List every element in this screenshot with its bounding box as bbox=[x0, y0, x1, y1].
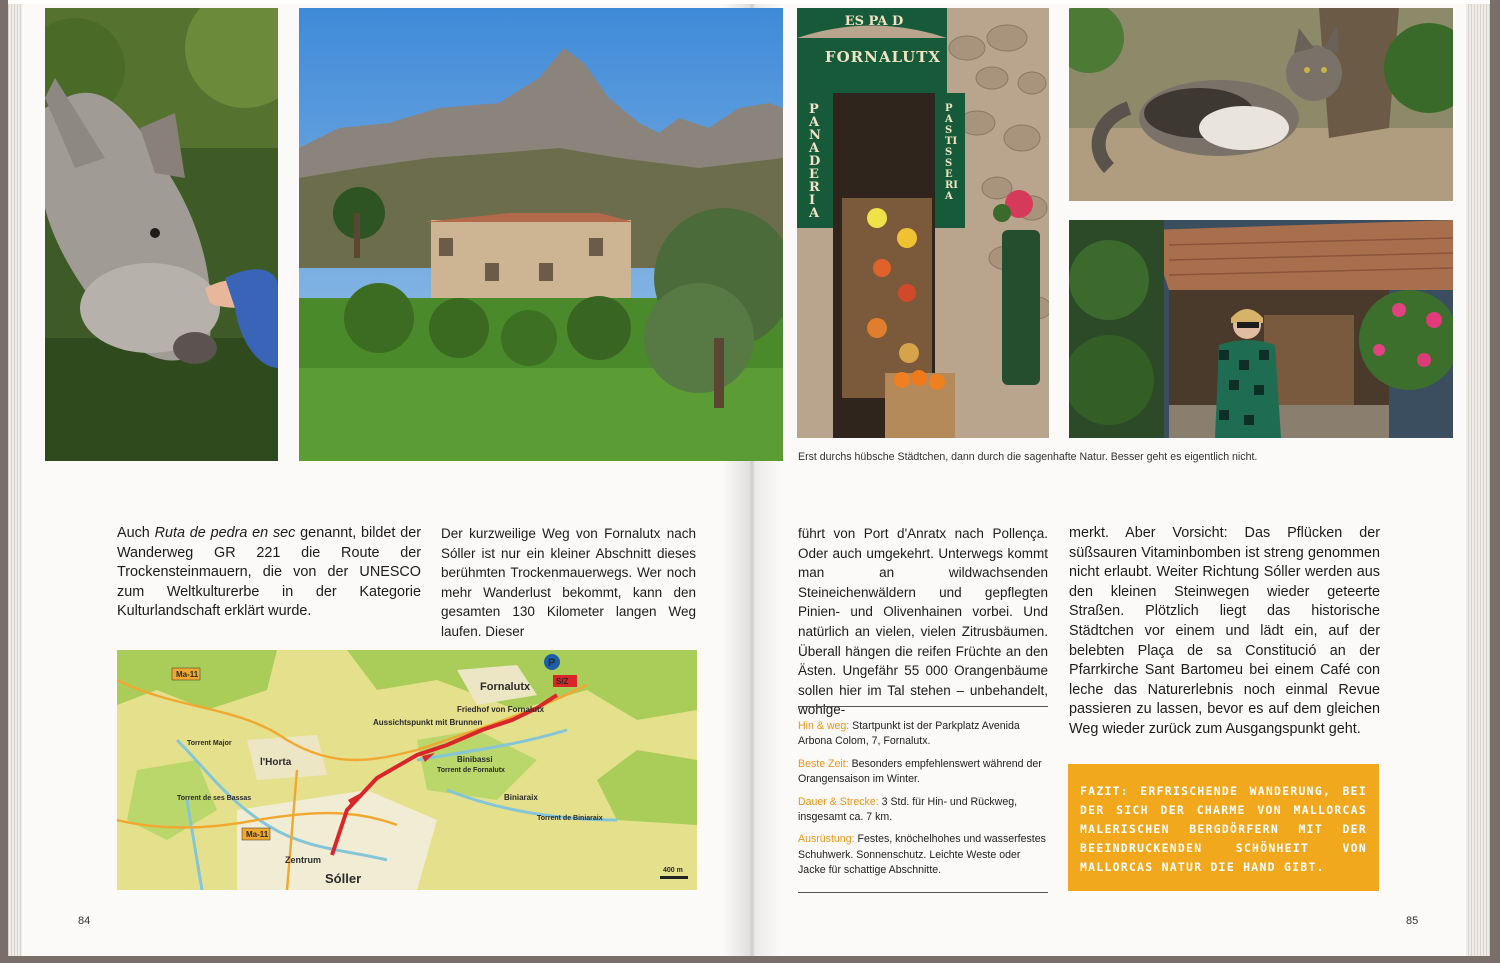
left-col2-paragraph: Der kurzweilige Weg von Fornalutx nach Sóller ist nur ein kleiner Abschnitt dieses berühmten Trockenmauerwegs. Wer noch mehr Wanderlust bekommt, kann den gesamten 130 Kilometer langen Weg laufen. Dieser bbox=[441, 526, 696, 639]
left-col1-italic: Ruta de pedra en sec bbox=[154, 525, 296, 541]
woman-at-gate-photo bbox=[1069, 220, 1453, 438]
map-label-torrent-bassas: Torrent de ses Bassas bbox=[177, 795, 252, 802]
map-parking-label: P bbox=[548, 657, 556, 669]
info-dauer-text: 3 Std. für Hin- und Rückweg, insgesamt ca. 7 km. bbox=[798, 795, 1018, 824]
left-col1-text-b: genannt, bildet der Wanderweg GR 221 die Route der Trockensteinmauern, die von der UNESCO zum Weltkulturerbe in der Kategorie Kulturlandschaft erklärt wurde. bbox=[117, 525, 421, 620]
left-col1-paragraph bbox=[117, 524, 421, 622]
map-start-label: S/Z bbox=[556, 677, 569, 686]
map-label-fornalutx: Fornalutx bbox=[480, 681, 531, 693]
map-label-friedhof: Friedhof von Fornalutx bbox=[457, 705, 545, 714]
map-scale-label: 400 m bbox=[663, 867, 683, 874]
map-label-binibassi: Binibassi bbox=[457, 755, 493, 764]
map-label-aussichtspunkt: Aussichtspunkt mit Brunnen bbox=[373, 718, 483, 727]
info-beste-zeit bbox=[798, 757, 1048, 788]
info-ausruestung-label: Ausrüstung: bbox=[798, 833, 855, 846]
route-info-box bbox=[798, 706, 1048, 893]
map-label-torrent-biniaraix: Torrent de Biniaraix bbox=[537, 815, 603, 822]
page-number-right: 85 bbox=[1406, 915, 1419, 927]
right-col1-paragraph: führt von Port d'Anratx nach Pollença. Oder auch umgekehrt. Unterwegs kommt man an wildwachsenden Steineichenwäldern und gepflegten Pinien- und Olivenhainen vorbei. Und natürlich an vielen, vielen Zitrusbäumen. Überall hängen die reifen Früchte an den Ästen. Ungefähr 55 000 Orangenbäume sollen hier im Tal stehen – unbehandelt, wohlge- bbox=[798, 526, 1048, 718]
info-dauer bbox=[798, 795, 1048, 826]
right-page-stack bbox=[1466, 4, 1490, 956]
bakery-sign-right: PASTISSERIA bbox=[945, 103, 958, 202]
book-cover-left-edge bbox=[0, 0, 8, 963]
bakery-sign-left: PANADERIA bbox=[809, 102, 821, 221]
bakery-sign-top: ES PA D bbox=[844, 14, 904, 29]
left-page-stack bbox=[8, 4, 22, 956]
info-hin-weg bbox=[798, 719, 1048, 750]
info-beste-zeit-text: Besonders empfehlenswert während der Orangensaison im Winter. bbox=[798, 757, 1042, 786]
route-map bbox=[117, 650, 697, 890]
info-ausruestung bbox=[798, 832, 1048, 878]
map-road-label-2: Ma-11 bbox=[246, 830, 269, 839]
fazit-box: FAZIT: ERFRISCHENDE WANDERUNG, BEI DER SICH DER CHARME VON MALLORCAS MALERISCHEN BERGDÖRFERN MIT DER BEEINDRUCKENDEN SCHÖNHEIT VON MALLORCAS NATUR DIE HAND GIBT. bbox=[1068, 764, 1379, 891]
info-beste-zeit-label: Beste Zeit: bbox=[798, 757, 849, 770]
map-label-torrent-major: Torrent Major bbox=[187, 740, 232, 747]
map-label-biniaraix: Biniaraix bbox=[504, 793, 538, 802]
bakery-sign-main: FORNALUTX bbox=[824, 48, 942, 66]
photo-caption: Erst durchs hübsche Städtchen, dann durch die sagenhafte Natur. Besser geht es eigentlich nicht. bbox=[798, 451, 1258, 463]
cat-photo bbox=[1069, 8, 1453, 201]
page-number-left: 84 bbox=[78, 915, 91, 927]
info-hin-weg-text: Startpunkt ist der Parkplatz Avenida Arbona Colom, 7, Fornalutx. bbox=[798, 720, 1020, 748]
mountain-farmhouse-photo bbox=[299, 8, 783, 461]
donkey-photo bbox=[45, 8, 278, 461]
left-col1-text-a: Auch bbox=[117, 525, 155, 541]
map-label-torrent-fornalutx: Torrent de Fornalutx bbox=[437, 767, 505, 774]
info-dauer-label: Dauer & Strecke: bbox=[798, 795, 879, 808]
info-hin-weg-label: Hin & weg: bbox=[798, 720, 850, 732]
bakery-shopfront-photo bbox=[797, 8, 1049, 438]
info-ausruestung-text: Festes, knöchelhohes und wasserfestes Schuhwerk. Sonnenschutz. Leichte Weste oder Jacke für schattige Abschnitte. bbox=[798, 833, 1046, 877]
map-label-zentrum: Zentrum bbox=[285, 855, 321, 865]
map-label-horta: l'Horta bbox=[260, 757, 292, 768]
map-label-soller: Sóller bbox=[325, 871, 362, 886]
right-col2-paragraph: merkt. Aber Vorsicht: Das Pflücken der süßsauren Vitaminbomben ist streng genommen nicht erlaubt. Weiter Richtung Sóller werden aus den kleinen Steinwegen wieder geteerte Straßen. Plötzlich liegt das historische Städtchen vor einem und lädt ein, auf der belebten Plaça de sa Constitució an der Pfarrkirche Sant Bartomeu bei einem Café con leche das Naturerlebnis noch einmal Revue passieren zu lassen, bevor es auf dem gleichen Weg wieder zurück zum Ausgangspunkt geht. bbox=[1069, 525, 1380, 737]
book-cover-right-edge bbox=[1490, 0, 1500, 963]
map-road-label-1: Ma-11 bbox=[176, 670, 199, 679]
book-bottom-edge bbox=[0, 955, 1500, 963]
map-scale-bar bbox=[660, 876, 688, 879]
